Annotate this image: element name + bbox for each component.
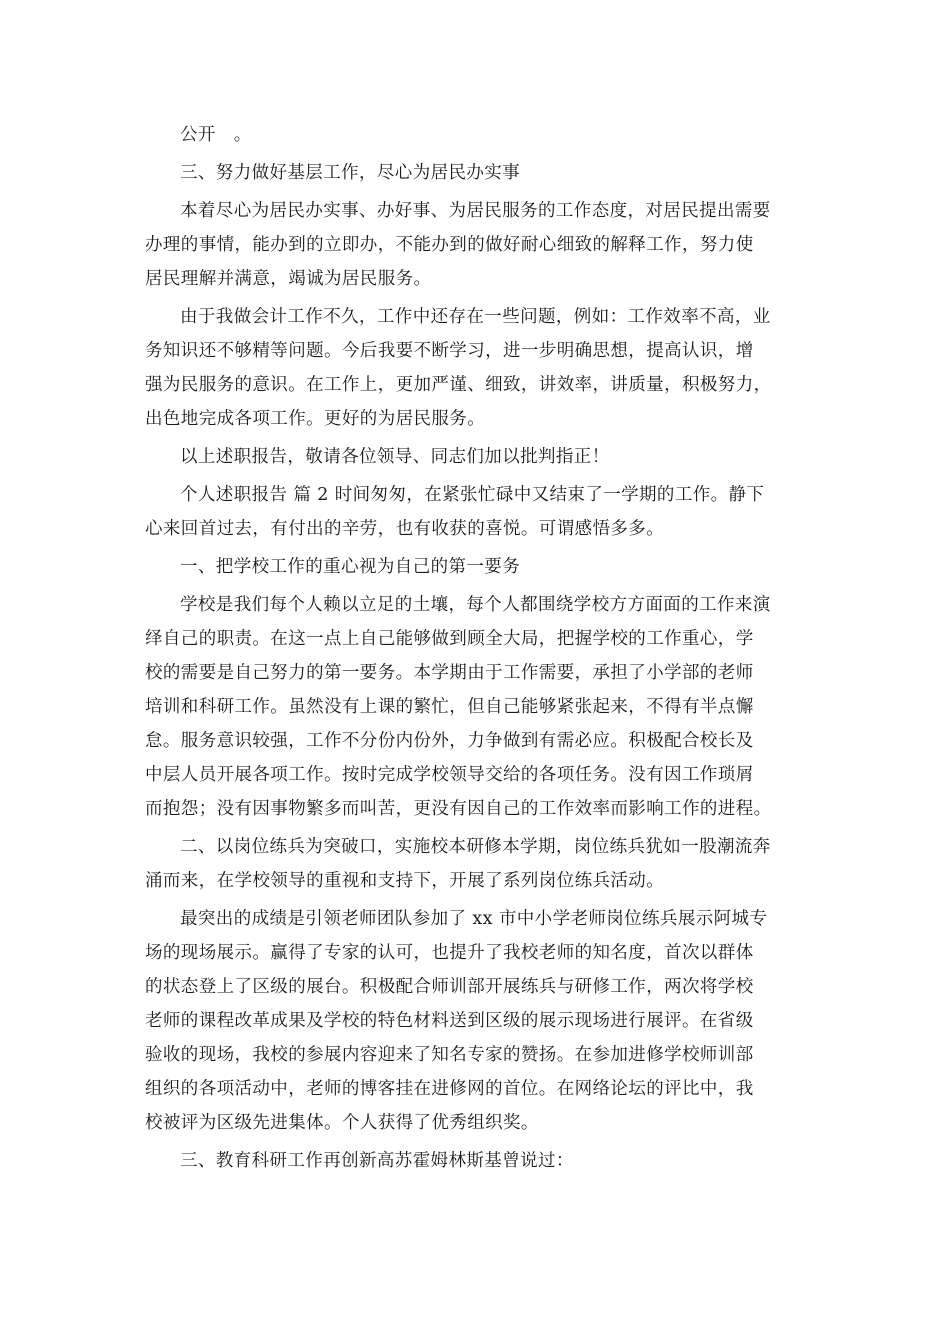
text-line: 三、努力做好基层工作，尽心为居民办实事: [180, 163, 521, 183]
text-line: 怠。服务意识较强，工作不分份内份外，力争做到有需必应。积极配合校长及: [145, 731, 754, 751]
paragraph: [145, 902, 810, 1140]
paragraph: [145, 440, 810, 474]
text-line: 务知识还不够精等问题。今后我要不断学习，进一步明确思想，提高认识，增: [145, 341, 754, 361]
text-line: 以上述职报告，敬请各位领导、同志们加以批判指正！: [180, 447, 610, 467]
text-line: 校被评为区级先进集体。个人获得了优秀组织奖。: [145, 1113, 539, 1133]
paragraph: [145, 156, 810, 190]
paragraph: [145, 118, 810, 152]
text-line: 本着尽心为居民办实事、办好事、为居民服务的工作态度，对居民提出需要: [180, 201, 771, 221]
text-line: 二、以岗位练兵为突破口，实施校本研修本学期，岗位练兵犹如一股潮流奔: [180, 837, 771, 857]
text-line: 而抱怨；没有因事物繁多而叫苦，更没有因自己的工作效率而影响工作的进程。: [145, 799, 772, 819]
text-line: 学校是我们每个人赖以立足的土壤，每个人都围绕学校方方面面的工作来演: [180, 595, 771, 615]
paragraph: [145, 550, 810, 584]
paragraph: [145, 300, 810, 436]
text-line: 办理的事情，能办到的立即办，不能办到的做好耐心细致的解释工作，努力使: [145, 235, 754, 255]
text-line: 公开 。: [180, 125, 252, 145]
text-line: 老师的课程改革成果及学校的特色材料送到区级的展示现场进行展评。在省级: [145, 1011, 754, 1031]
text-line: 组织的各项活动中，老师的博客挂在进修网的首位。在网络论坛的评比中，我: [145, 1079, 754, 1099]
text-line: 中层人员开展各项工作。按时完成学校领导交给的各项任务。没有因工作琐屑: [145, 765, 754, 785]
text-line: 验收的现场，我校的参展内容迎来了知名专家的赞扬。在参加进修学校师训部: [145, 1045, 754, 1065]
text-line: 场的现场展示。赢得了专家的认可，也提升了我校老师的知名度，首次以群体: [145, 943, 754, 963]
text-line: 一、把学校工作的重心视为自己的第一要务: [180, 557, 521, 577]
text-line: 个人述职报告 篇 2 时间匆匆，在紧张忙碌中又结束了一学期的工作。静下: [180, 485, 765, 505]
text-line: 三、教育科研工作再创新高苏霍姆林斯基曾说过：: [180, 1151, 574, 1171]
text-line: 最突出的成绩是引领老师团队参加了 xx 市中小学老师岗位练兵展示阿城专: [180, 909, 768, 929]
paragraph: [145, 194, 810, 296]
text-line: 由于我做会计工作不久，工作中还存在一些问题，例如：工作效率不高，业: [180, 307, 771, 327]
text-line: 出色地完成各项工作。更好的为居民服务。: [145, 409, 486, 429]
document-page: [145, 118, 810, 1182]
text-line: 心来回首过去，有付出的辛劳，也有收获的喜悦。可谓感悟多多。: [145, 519, 665, 539]
text-line: 绎自己的职责。在这一点上自己能够做到顾全大局，把握学校的工作重心，学: [145, 629, 754, 649]
text-line: 涌而来，在学校领导的重视和支持下，开展了系列岗位练兵活动。: [145, 871, 665, 891]
text-line: 的状态登上了区级的展台。积极配合师训部开展练兵与研修工作，两次将学校: [145, 977, 754, 997]
paragraph: [145, 478, 810, 546]
text-line: 居民理解并满意，竭诚为居民服务。: [145, 269, 432, 289]
text-line: 校的需要是自己努力的第一要务。本学期由于工作需要，承担了小学部的老师: [145, 663, 754, 683]
text-line: 培训和科研工作。虽然没有上课的繁忙，但自己能够紧张起来，不得有半点懈: [145, 697, 754, 717]
paragraph: [145, 830, 810, 898]
text-line: 强为民服务的意识。在工作上，更加严谨、细致，讲效率，讲质量，积极努力，: [145, 375, 772, 395]
paragraph: [145, 1144, 810, 1178]
paragraph: [145, 588, 810, 826]
